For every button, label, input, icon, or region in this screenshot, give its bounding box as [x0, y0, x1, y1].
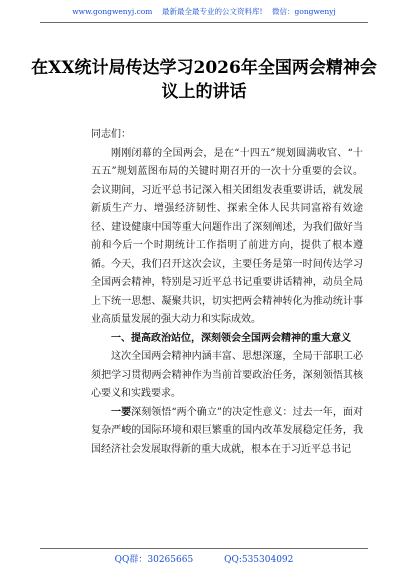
section-heading: 一、提高政治站位，深刻领会全国两会精神的重大意义 — [111, 332, 351, 344]
document-title: 在XX统计局传达学习2026年全国两会精神会议上的讲话 — [31, 58, 377, 102]
qq-group: QQ群：30265665 — [114, 555, 194, 565]
body-paragraph — [91, 404, 363, 460]
footer-divider — [40, 548, 368, 549]
item-label: 一要 — [111, 406, 132, 418]
salutation: 同志们： — [91, 129, 131, 140]
document-body — [91, 126, 363, 459]
header-divider — [40, 22, 368, 23]
page-header — [0, 6, 408, 18]
site-slogan: 最新最全最专业的公文资料库! — [161, 7, 263, 16]
site-url-link[interactable]: www.gongwenyj.com — [72, 7, 153, 16]
body-paragraph: 刚刚闭幕的全国两会，是在“十四五”规划圆满收官、“十五五”规划蓝图布局的关键时期召开的一次十分重要的会议。会议期间，习近平总书记深入相关团组发表重要讲话，就发展新质生产力、增强经济韧性、探索全体人民共同富裕有效途径、建设健康中国等重大问题作出了深刻阐述，为我们做好当前和今后一个时期统计工作指明了前进方向，提供了根本遵循。今天，我们召开这次会议，主要任务是第一时间传达学习全国两会精神，特别是习近平总书记重要讲话精神，动员全局上下统一思想、凝聚共识，切实把两会精神转化为推动统计事业高质量发展的强大动力和实际成效。 — [91, 147, 363, 325]
item-text: 深刻领悟“两个确立”的决定性意义：过去一年，面对复杂严峻的国际环境和艰巨繁重的国内改革发展稳定任务，我国经济社会发展取得新的重大成就，根本在于习近平总书记 — [91, 406, 364, 455]
qq-contact: QQ:535304092 — [224, 555, 294, 565]
wechat-label: 微信：gongwenyj — [272, 7, 336, 16]
body-paragraph: 这次全国两会精神内涵丰富、思想深邃，全局干部职工必须把学习贯彻两会精神作为当前首要政治任务，深刻领悟其核心要义和实践要求。 — [91, 351, 363, 399]
page-footer — [0, 553, 408, 567]
